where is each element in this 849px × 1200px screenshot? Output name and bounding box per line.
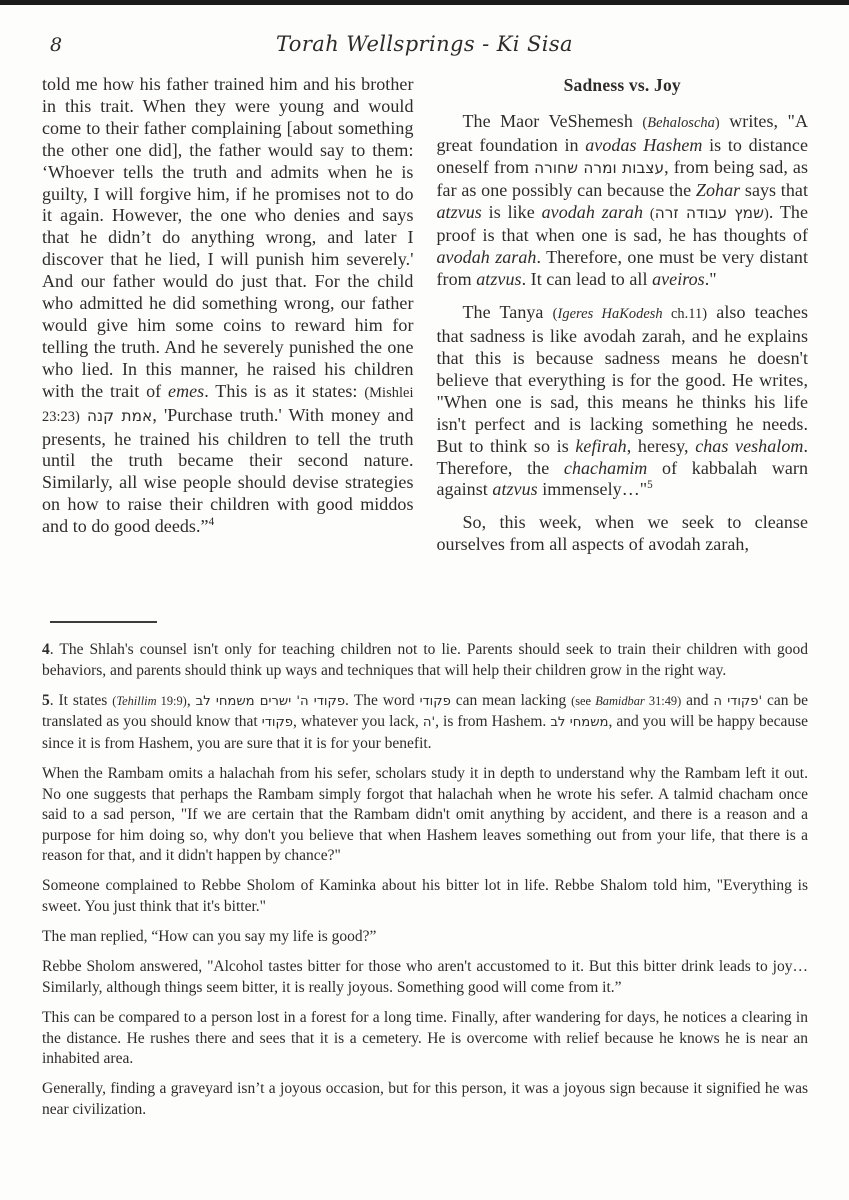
footnote-paragraph: The man replied, “How can you say my life is good?” xyxy=(42,928,377,946)
body-paragraph: told me how his father trained him and his brother in this trait. When they were young and would come to their father complaining [about something the other one did], the father would say to them: ‘Whoever tells the truth and admits when he is guilty, I will forgive him, if he promises not to do it again. However, the one who denies and says that he didn’t do anything wrong, and later I discover that he lied, I will punish him severely.' And our father would do just that. For the child who admitted he did something wrong, our father would give him some coins to reward him for telling the truth. And he severely punished the one who lied. In this manner, he raised his children with the trait of emes. This is as it states: (Mishlei 23:23) אמת קנה, 'Purchase truth.' With money and presents, he trained his children to tell the truth until the truth became their second nature. Similarly, all wise people should devise strategies on how to raise their children with good middos and to do good deeds.”$^4$ xyxy=(42,74,414,537)
footnote-separator xyxy=(50,621,157,623)
right-column xyxy=(437,74,809,567)
footnote-paragraph: 5. It states (Tehillim 19:9), פקודי ה' ישרים משמחי לב. The word פקודי can mean lacking (see Bamidbar 31:49) and פקודי ה' can be translated as you should know that פקודי, whatever you lack, ה', is from Hashem. משמחי לב, and you will be happy because since it is from Hashem, you are sure that it is for your benefit. xyxy=(42,691,809,752)
footnote-paragraph: Someone complained to Rebbe Sholom of Kaminka about his bitter lot in life. Rebbe Shalom told him, "Everything is sweet. You just think that it's bitter." xyxy=(42,877,808,916)
footnote-paragraph: This can be compared to a person lost in a forest for a long time. Finally, after wandering for days, he notices a clearing in the distance. He rushes there and sees that it is a cemetery. He is overcome with relief because he knows he is near an inhabited area. xyxy=(42,1008,808,1068)
footnote-paragraph: Generally, finding a graveyard isn’t a joyous occasion, but for this person, it was a joyous sign because it signified he was near civilization. xyxy=(42,1080,808,1118)
document-title: Torah Wellsprings - Ki Sisa xyxy=(276,32,573,56)
section-heading: Sadness vs. Joy xyxy=(563,75,681,95)
body-paragraph: The Maor VeShemesh (Behaloscha) writes, "A great foundation in avodas Hashem is to distance oneself from עצבות ומרה שחורה, from being sad, as far as one possibly can because the Zohar says that atzvus is like avodah zarah (שמץ עבודה זרה). The proof is that when one is sad, he has thoughts of avodah zarah. Therefore, one must be very distant from atzvus. It can lead to all aveiros." xyxy=(436,110,809,290)
scan-edge xyxy=(0,0,849,5)
page-number: 8 xyxy=(50,34,63,56)
body-paragraph: The Tanya (Igeres HaKodesh ch.11) also teaches that sadness is like avodah zarah, and he explains that this is because sadness means he doesn't believe that everything is for the good. He writes, "When one is sad, this means he thinks his life isn't perfect and is lacking something he needs. But to think so is kefirah, heresy, chas veshalom. Therefore, the chachamim of kabbalah warn against atzvus immensely…"$^5$ xyxy=(436,302,809,500)
body-paragraph: So, this week, when we seek to cleanse ourselves from all aspects of avodah zarah, xyxy=(436,512,808,555)
main-columns xyxy=(42,74,808,567)
footnote-paragraph: 4. The Shlah's counsel isn't only for teaching children not to lie. Parents should seek to train their children with good behaviors, and parents should think up ways and techniques that will help their children grow in the right way. xyxy=(42,641,808,679)
left-column xyxy=(42,74,414,567)
footnotes-section xyxy=(42,640,808,1130)
page-header xyxy=(50,32,799,60)
footnote-paragraph: Rebbe Sholom answered, "Alcohol tastes bitter for those who aren't accustomed to it. But this bitter drink leads to joy… Similarly, although things seem bitter, it is really joyous. Something good will come from it.” xyxy=(42,958,808,996)
footnote-paragraph: When the Rambam omits a halachah from his sefer, scholars study it in depth to understand why the Rambam left it out. No one suggests that perhaps the Rambam simply forgot that halachah when he wrote his sefer. A talmid chacham once said to a sad person, "If we are certain that the Rambam didn't omit anything by accident, and there is a reason and a purpose for him doing so, why don't you believe that when Hashem leaves something out from your life, that there is a reason for that, and it didn't happen by chance?" xyxy=(42,764,808,865)
